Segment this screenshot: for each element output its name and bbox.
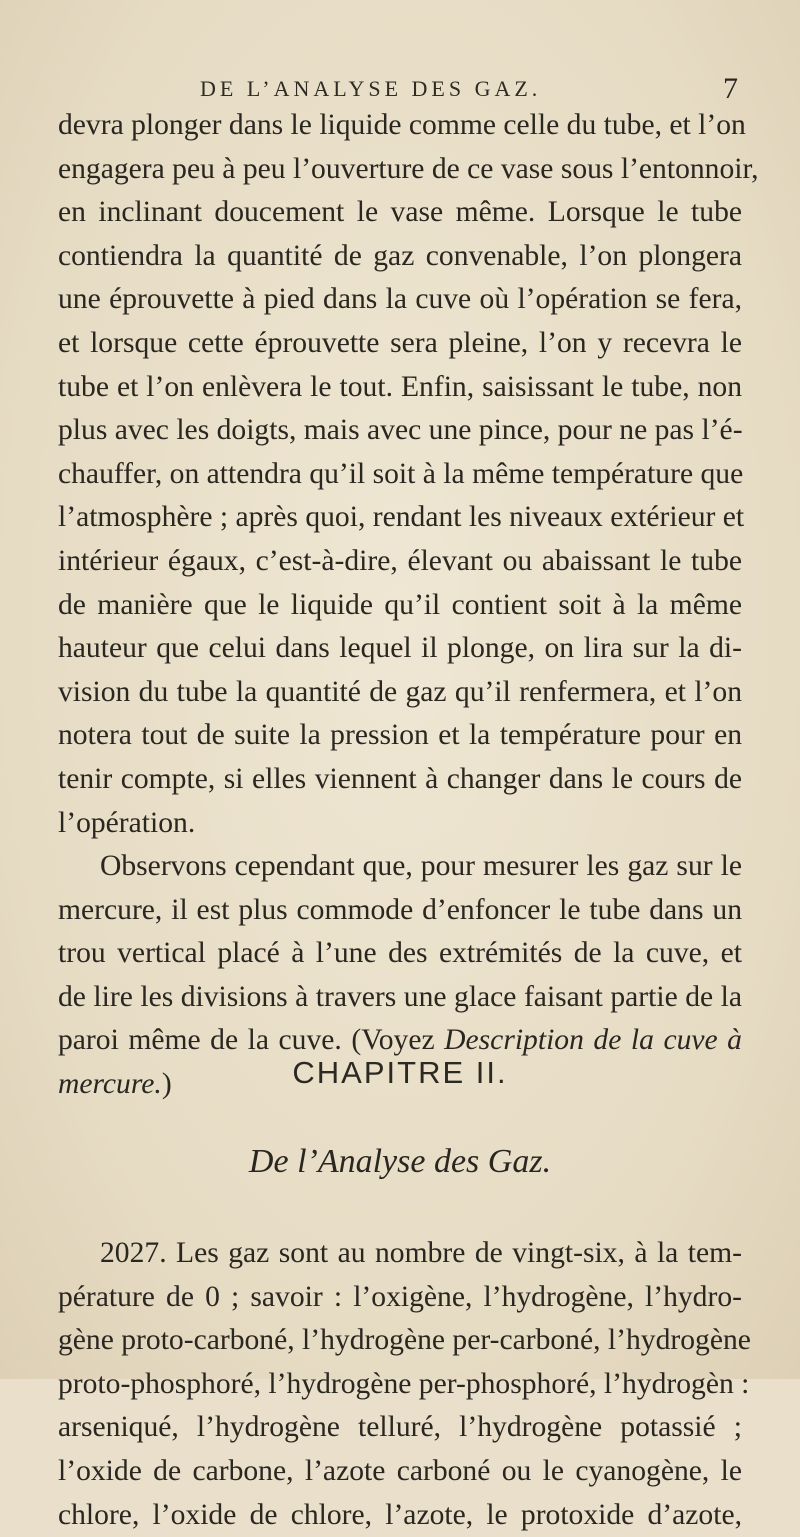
text-line: mercure, il est plus commode d’enfoncer le tube dans un bbox=[58, 893, 742, 926]
text-line: hauteur que celui dans lequel il plonge, on lira sur la di- bbox=[58, 632, 742, 665]
cross-reference: Description de la cuve à bbox=[444, 1024, 742, 1057]
text-line: et lorsque cette éprouvette sera pleine, l’on y recevra le bbox=[58, 326, 742, 359]
text-line: chauffer, on attendra qu’il soit à la même température que bbox=[58, 457, 744, 490]
chapter-title: CHAPITRE II. bbox=[292, 1055, 508, 1090]
body-text bbox=[58, 104, 759, 1107]
page-number: 7 bbox=[723, 72, 738, 105]
section-text bbox=[58, 1232, 751, 1537]
text-line: engagera peu à peu l’ouverture de ce vase sous l’entonnoir, bbox=[58, 152, 759, 185]
text-line: l’oxide de carbone, l’azote carboné ou le cyanogène, le bbox=[58, 1454, 742, 1487]
running-title: DE L’ANALYSE DES GAZ. bbox=[200, 76, 542, 101]
text-fragment: paroi même de la cuve. (Voyez bbox=[58, 1024, 445, 1057]
text-line: devra plonger dans le liquide comme celle du tube, et l’on bbox=[58, 109, 746, 141]
text-line: intérieur égaux, c’est-à-dire, élevant ou abaissant le tube bbox=[58, 544, 742, 577]
chapter-subtitle: De l’Analyse des Gaz. bbox=[248, 1143, 552, 1180]
text-fragment: ) bbox=[161, 1068, 172, 1101]
text-line: contiendra la quantité de gaz convenable, l’on plongera bbox=[58, 239, 742, 272]
text-line: notera tout de suite la pression et la température pour en bbox=[58, 719, 742, 752]
text-line: tenir compte, si elles viennent à changer dans le cours de bbox=[58, 762, 742, 795]
text-line: plus avec les doigts, mais avec une pince, pour ne pas l’é- bbox=[58, 414, 743, 447]
text-line: pérature de 0 ; savoir : l’oxigène, l’hydrogène, l’hydro- bbox=[58, 1280, 742, 1313]
cross-reference: mercure. bbox=[58, 1068, 162, 1101]
text-line: 2027. Les gaz sont au nombre de vingt-six, à la tem- bbox=[100, 1237, 742, 1269]
text-line: tube et l’on enlèvera le tout. Enfin, saisissant le tube, non bbox=[58, 370, 742, 403]
text-line: l’atmosphère ; après quoi, rendant les niveaux extérieur et bbox=[58, 501, 745, 534]
text-line: vision du tube la quantité de gaz qu’il renfermera, et l’on bbox=[58, 675, 742, 708]
text-line: chlore, l’oxide de chlore, l’azote, le protoxide d’azote, bbox=[58, 1498, 742, 1531]
text-line: Observons cependant que, pour mesurer les gaz sur le bbox=[100, 850, 742, 883]
text-line: l’opération. bbox=[58, 806, 196, 839]
text-line: une éprouvette à pied dans la cuve où l’opération se fera, bbox=[58, 283, 742, 316]
text-line: arseniqué, l’hydrogène telluré, l’hydrogène potassié ; bbox=[58, 1411, 742, 1444]
text-line: de lire les divisions à travers une glace faisant partie de la bbox=[58, 980, 742, 1013]
running-header bbox=[0, 66, 800, 106]
text-line: en inclinant doucement le vase même. Lorsque le tube bbox=[58, 196, 742, 229]
text-line: gène proto-carboné, l’hydrogène per-carboné, l’hydrogène bbox=[58, 1324, 751, 1357]
text-line: de manière que le liquide qu’il contient soit à la même bbox=[58, 588, 742, 621]
text-line: trou vertical placé à l’une des extrémités de la cuve, et bbox=[58, 937, 742, 970]
text-line: proto-phosphoré, l’hydrogène per-phosphoré, l’hydrogèn : bbox=[58, 1367, 750, 1400]
